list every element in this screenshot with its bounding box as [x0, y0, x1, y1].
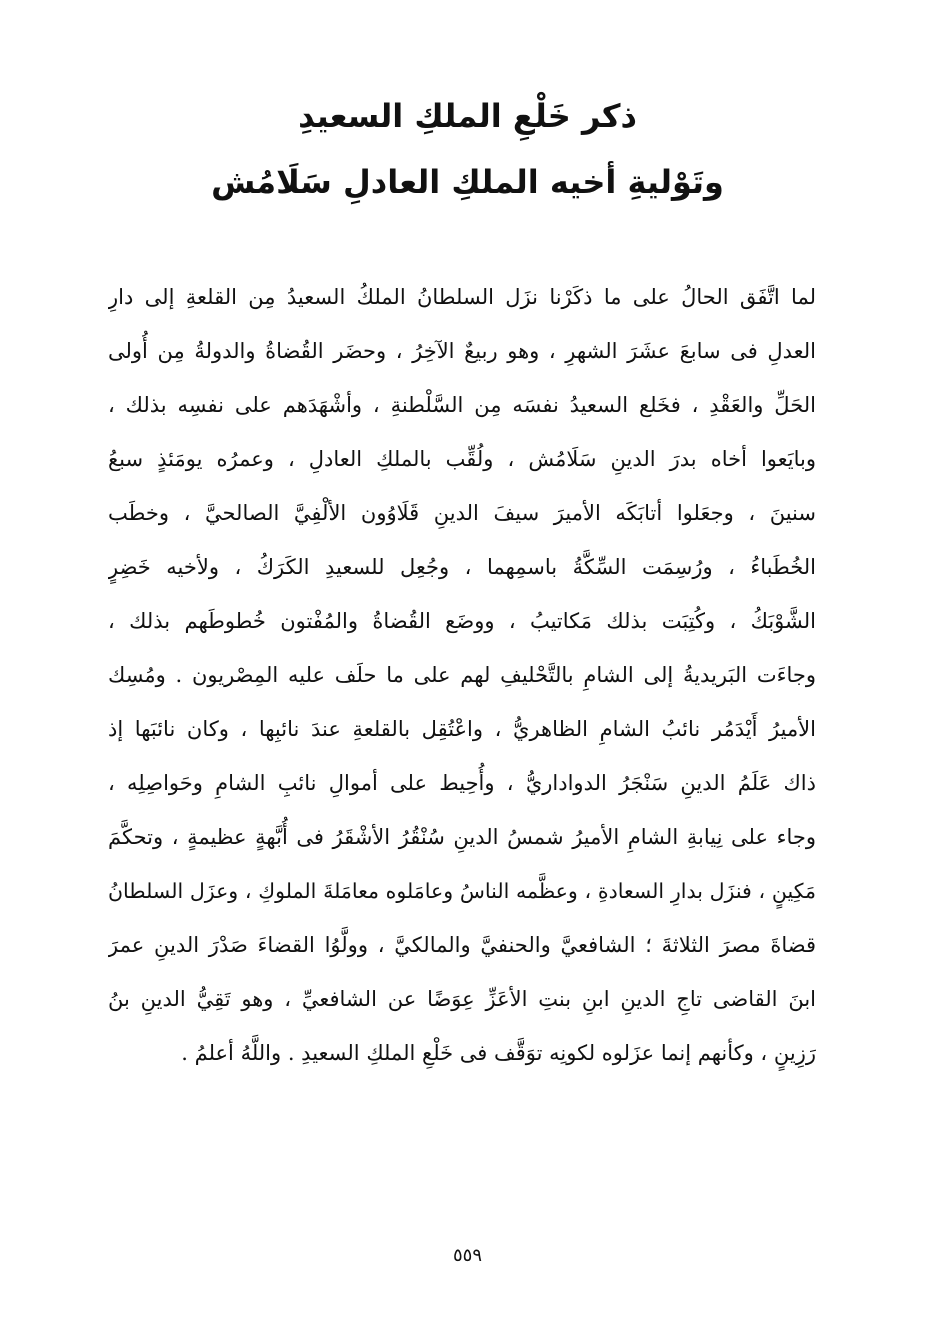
text-line: لما اتَّفَق الحالُ على ما ذكَرْنا نزَل السلطانُ الملكُ السعيدُ مِن القلعةِ إلى دارِ: [108, 285, 816, 309]
text-line: الأميرُ أَيْدَمُر نائبُ الشامِ الظاهريُّ ، واعْتُقِل بالقلعةِ عندَ نائبِها ، وكان نائبَها إذ: [108, 717, 816, 741]
text-line: قضاةَ مصرَ الثلاثةَ ؛ الشافعيَّ والحنفيَّ والمالكيَّ ، وولَّوُا القضاءَ صَدْرَ الدينِ عمرَ: [108, 933, 816, 957]
text-line: وبايَعوا أخاه بدرَ الدينِ سَلَامُش ، ولُقِّب بالملكِ العادلِ ، وعمرُه يومَئذٍ سبعُ: [108, 447, 816, 471]
body-paragraph: [108, 270, 816, 1080]
text-line: ابنَ القاضى تاجِ الدينِ ابنِ بنتِ الأعَزِّ عِوَضًا عن الشافعيِّ ، وهو تَقِيُّ الدينِ بنُ: [108, 987, 816, 1011]
text-line-last: رَزِينٍ ، وكأنهم إنما عزَلوه لكونِه توَقَّف فى خَلْعِ الملكِ السعيدِ . واللَّهُ أعلمُ .: [181, 1041, 816, 1065]
text-line: سنينَ ، وجعَلوا أتابَكَه الأميرَ سيفَ الدينِ قَلَاوُون الألْفِيَّ الصالحيَّ ، وخطَب: [108, 501, 816, 525]
text-line: مَكِينٍ ، فنزَل بدارِ السعادةِ ، وعظَّمه الناسُ وعامَلوه معامَلةَ الملوكِ ، وعزَل السلطانُ: [108, 879, 816, 903]
text-line: ذاك عَلَمُ الدينِ سَنْجَرُ الدواداريُّ ، وأُحِيط على أموالِ نائبِ الشامِ وحَواصِلِه ،: [108, 771, 816, 795]
chapter-title-line-2: وتَوْليةِ أخيه الملكِ العادلِ سَلَامُش: [211, 163, 724, 201]
text-line: الشَّوْبَكُ ، وكُتِبَت بذلك مَكاتيبُ ، ووضَع القُضاةُ والمُفْتون خُطوطَهم بذلك ،: [108, 609, 816, 633]
text-line: وجاءَت البَريديةُ إلى الشامِ بالتَّحْليفِ لهم على ما حلَف عليه المِصْريون . ومُسِك: [108, 663, 816, 687]
text-line: الحَلِّ والعَقْدِ ، فخَلع السعيدُ نفسَه مِن السَّلْطنةِ ، وأشْهَدَهم على نفسِه بذلك ،: [108, 393, 816, 417]
text-line: العدلِ فى سابعَ عشَرَ الشهرِ ، وهو ربيعٌ الآخِرُ ، وحضَر القُضاةُ والدولةُ مِن أُولى: [108, 339, 816, 363]
text-line: وجاء على نِيابةِ الشامِ الأميرُ شمسُ الدينِ سُنْقُرُ الأشْقَرُ فى أُبَّهةٍ عظيمةٍ ، وتحكَّمَ: [108, 825, 816, 849]
page-number: ٥٥٩: [452, 1245, 482, 1266]
text-line: الخُطَباءُ ، ورُسِمَت السِّكَّةُ باسمِهما ، وجُعِل للسعيدِ الكَرَكُ ، ولأخيه خَضِرٍ: [108, 555, 816, 579]
chapter-title-line-1: ذكر خَلْعِ الملكِ السعيدِ: [298, 97, 637, 135]
